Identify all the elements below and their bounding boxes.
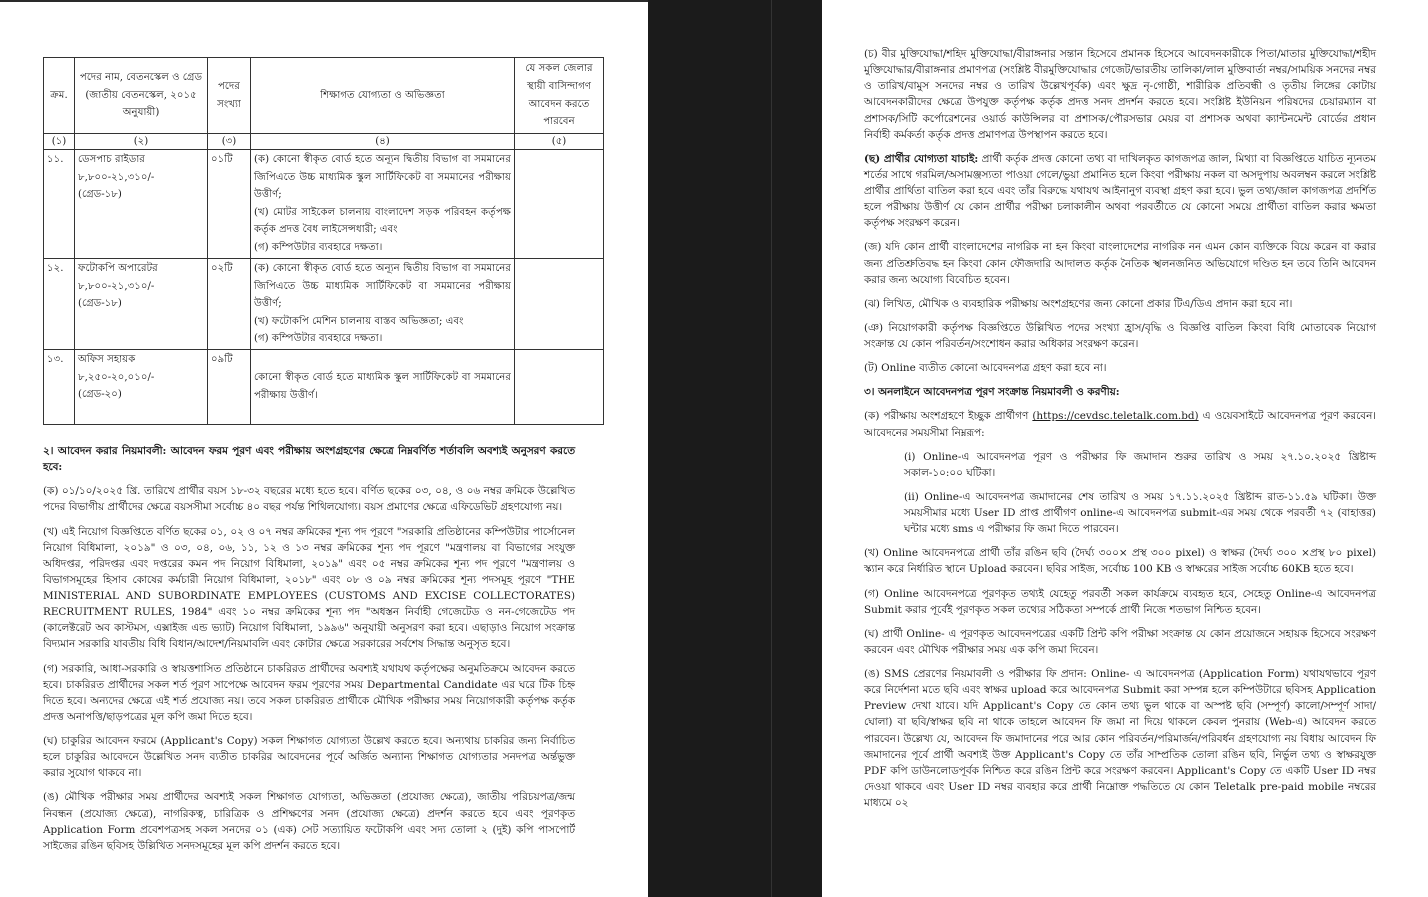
rule-text: এ ওয়েবসাইটে আবেদনপত্র পূরণ করবেন। আবেদনের সময়সীমা নিম্নরূপ: [864,410,1376,439]
rule-paragraph: (গ) Online আবেদনপত্রে পূরণকৃত তথ্যই যেহেতু পরবর্তী সকল কার্যক্রমে ব্যবহৃত হবে, সেহেতু Online-এ আবেদনপত্র Submit করার পূর্বেই পূরণকৃত সকল তথ্যের সঠিকতা সম্পর্কে প্রার্থী নিজে শতভাগ নিশ্চিত হবেন। [864,587,1376,616]
table-header-row [44,58,604,134]
row-district [515,259,604,350]
header-count: পদের সংখ্যা [208,58,251,134]
schedule-item: (i) Online-এ আবেদনপত্র পূরণ ও পরীক্ষার ফি জমাদান শুরুর তারিখ ও সময় ২৭.১০.২০২৫ খ্রিষ্টাব্দ সকাল-১০:০০ ঘটিকা। [904,450,1376,479]
table-row [44,150,604,259]
col-number: (১) [44,134,75,150]
header-serial: ক্রম. [44,58,75,134]
pay-scale: ৮,৮০০-২১,৩১০/- [78,280,155,292]
rule-paragraph: (ঘ) চাকুরির আবেদন ফরমে (Applicant's Copy) সকল শিক্ষাগত যোগ্যতা উল্লেখ করতে হবে। অন্যথায় চাকরির জন্য নির্বাচিত হলে চাকুরির আবেদনে উল্লেখিত সনদ ব্যতীত চাকরির আবেদনের পূর্বে অর্জিত অন্যান্য শিক্ষাগত যোগ্যতার সনদপত্র অর্ন্তভুক্ত করার সুযোগ থাকবে না। [43,735,575,780]
rule-paragraph: (ক) ০১/১০/২০২৫ খ্রি. তারিখে প্রার্থীর বয়স ১৮-৩২ বছরের মধ্যে হতে হবে। বর্ণিত ছকের ০৩, ০৪, ও ০৬ নম্বর ক্রমিকে উল্লেখিত পদের বিভাগীয় প্রার্থীদের ক্ষেত্রে বয়সসীমা সর্বোচ্চ ৪০ বছর পর্যন্ত শিথিলযোগ্য। বয়স প্রমাণের ক্ষেত্রে এফিডেভিট গ্রহণযোগ্য নয়। [43,485,575,514]
row-district [515,150,604,259]
col-number: (৩) [208,134,251,150]
rule-paragraph: (ঝ) লিখিত, মৌখিক ও ব্যবহারিক পরীক্ষায় অংশগ্রহণের জন্য কোনো প্রকার টিএ/ডিএ প্রদান করা হবে না। [864,297,1293,310]
row-serial: ১৩. [44,350,75,425]
viewer-divider [771,0,772,897]
grade: (গ্রেড-১৮) [78,189,122,201]
qualification-item: (ক) কোনো স্বীকৃত বোর্ড হতে অন্যূন দ্বিতীয় বিভাগ বা সমমানের জিপিএতে উচ্চ মাধ্যমিক সার্টিফিকেট বা সমমানের পরীক্ষায় উত্তীর্ণ; [254,263,511,310]
post-table [43,57,604,425]
right-page [822,0,1428,897]
table-row [44,259,604,350]
col-number: (৪) [251,134,515,150]
qualification-item: (খ) ফটোকপি মেশিন চালনায় বাস্তব অভিজ্ঞতা; এবং [254,315,464,327]
rule-text: (ক) পরীক্ষায় অংশগ্রহণে ইচ্ছুক প্রার্থীগণ [864,410,1033,423]
row-qualification [251,350,515,425]
qualification-item: (খ) মোটর সাইকেল চালনায় বাংলাদেশ সড়ক পরিবহন কর্তৃপক্ষ কর্তৃক প্রদত্ত বৈধ লাইসেন্সধারী; এবং [254,206,511,236]
rule-paragraph: (ঘ) প্রার্থী Online- এ পূরণকৃত আবেদনপত্রের একটি প্রিন্ট কপি পরীক্ষা সংক্রান্ত যে কোন প্রয়োজনে সহায়ক হিসেবে সংরক্ষণ করবেন এবং মৌখিক পরীক্ষার সময় এক কপি জমা দিবেন। [864,627,1376,656]
row-qualification [251,150,515,259]
header-district: যে সকল জেলার স্থায়ী বাসিন্দাগণ আবেদন করতে পারবেন [515,58,604,134]
rule-paragraph [864,151,1376,232]
online-application-section [864,46,1376,819]
row-serial: ১১. [44,150,75,259]
section-heading: ৩। অনলাইনে আবেদনপত্র পূরণ সংক্রান্ত নিয়মাবলী ও করণীয়: [864,386,1120,399]
rule-paragraph: (ঙ) SMS প্রেরণের নিয়মাবলী ও পরীক্ষার ফি প্রদান: Online- এ আবেদনপত্র (Application Form) যথাযথভাবে পূরণ করে নির্দেশনা মতে ছবি এবং স্বাক্ষর upload করে আবেদনপত্র Submit করা সম্পন্ন হলে কম্পিউটারে ছবিসহ Application Preview দেখা যাবে। যদি Applicant's Copy তে কোন তথ্য ভুল থাকে বা অস্পষ্ট ছবি (সম্পূর্ণ) কালো/সম্পূর্ণ সাদা/ঘোলা) বা ছবি/স্বাক্ষর ছবি না থাকে তাহলে আবেদন ফি জমা না দিয়ে থাকলে কেবল পুনরায় (Web-এ) আবেদন করতে পারবেন। উল্লেখ্য যে, আবেদন ফি জমাদানের পরে আর কোন পরিবর্তন/পরিমার্জন/পরিবর্ধন গ্রহণযোগ্য নয় বিধায় আবেদন ফি জমাদানের পূর্বে প্রার্থী অবশ্যই উক্ত Applicant's Copy তে তাঁর সাম্প্রতিক তোলা রঙিন ছবি, নির্ভুল তথ্য ও স্বাক্ষরযুক্ত PDF কপি ডাউনলোডপূর্বক নিশ্চিত করে রঙিন প্রিন্ট করে সংরক্ষণ করবেন। Applicant's Copy তে একটি User ID নম্বর দেওয়া থাকবে এবং User ID নম্বর ব্যবহার করে প্রার্থী নিম্নোক্ত পদ্ধতিতে যে কোন Teletalk pre-paid mobile নম্বরের মাধ্যমে ০২ [864,668,1376,809]
qualification-item: (গ) কম্পিউটার ব্যবহারে দক্ষতা। [254,333,383,345]
rule-paragraph: (খ) Online আবেদনপত্রে প্রার্থী তাঁর রঙিন ছবি (দৈর্ঘ্য ৩০০× প্রস্থ ৩০০ pixel) ও স্বাক্ষর (দৈর্ঘ্য ৩০০ ×প্রস্থ ৮০ pixel) স্ক্যান করে নির্ধারিত স্থানে Upload করবেন। ছবির সাইজ, সর্বোচ্চ 100 KB ও স্বাক্ষরের সাইজ সর্বোচ্চ 60KB হতে হবে। [864,547,1376,576]
row-district [515,350,604,425]
row-post [75,259,208,350]
rule-paragraph: (জ) যদি কোন প্রার্থী বাংলাদেশের নাগরিক না হন কিংবা বাংলাদেশের নাগরিক নন এমন কোন ব্যক্তিকে বিয়ে করেন বা করার জন্য প্রতিশ্রুতিবদ্ধ হন কিংবা কোন ফৌজদারি আদালত কর্তৃক নৈতিক স্খলনজনিত অভিযোগে দণ্ডিত হন তবে তিনি আবেদন করার জন্য অযোগ্য বিবেচিত হবেন। [864,241,1376,286]
row-post [75,150,208,259]
header-post: পদের নাম, বেতনস্কেল ও গ্রেড (জাতীয় বেতনস্কেল, ২০১৫ অনুযায়ী) [75,58,208,134]
post-name: অফিস সহায়ক [78,354,136,365]
table-row [44,350,604,425]
rule-paragraph [864,408,1376,440]
pay-scale: ৮,২৫০-২০,০১০/- [78,371,155,383]
post-name: ডেসপাচ রাইডার [78,154,145,165]
qualification-item: (ক) কোনো স্বীকৃত বোর্ড হতে অন্যূন দ্বিতীয় বিভাগ বা সমমানের জিপিএতে উচ্চ মাধ্যমিক স্কুল সার্টিফিকেট বা সমমানের পরীক্ষায় উত্তীর্ণ; [254,154,511,201]
col-number: (২) [75,134,208,150]
rule-text: প্রার্থী কর্তৃক প্রদত্ত কোনো তথ্য বা দাখিলকৃত কাগজপত্র জাল, মিথ্যা বা বিজ্ঞপ্তিতে যাচিত ন্যূনতম শর্তের সাথে গরমিল/অসামঞ্জস্যতা পাওয়া গেলে/ভুয়া প্রমানিত হলে কিংবা পরীক্ষায় নকল বা অসদুপায় অবলম্বন করলে সংশ্লিষ্ট প্রার্থীর প্রার্থিতা বাতিল করা হবে এবং তাঁর বিরুদ্ধে যথাযথ আইনানুগ ব্যবস্থা গ্রহণ করা হবে। ভুল তথ্য/জাল কাগজপত্র প্রদর্শিত হলে পরীক্ষায় উত্তীর্ণ যে কোন প্রার্থীর পরীক্ষা চলাকালীন অথবা পরবর্তীতে যে কোনো সময়ে প্রার্থীতা বাতিল করার ক্ষমতা কর্তৃপক্ষ সংরক্ষণ করেন। [864,152,1376,230]
grade: (গ্রেড-২০) [78,389,122,401]
rule-lead: (ছ) প্রার্থীর যোগ্যতা যাচাই: [864,152,979,165]
website-link[interactable]: (https://cevdsc.teletalk.com.bd) [1032,410,1199,423]
rule-paragraph: (চ) বীর মুক্তিযোদ্ধা/শহিদ মুক্তিযোদ্ধা/বীরাঙ্গনার সন্তান হিসেবে প্রমানক হিসেবে আবেদনকারীকে পিতা/মাতার মুক্তিযোদ্ধা/শহীদ মুক্তিযোদ্ধার/বীরাঙ্গনার প্রমাণপত্র (সংশ্লিষ্ট বীরমুক্তিযোদ্ধার গেজেট/ভারতীয় তালিকা/লাল মুক্তিবার্তা নম্বর/সাময়িক সনদের নম্বর ও তারিখ/বামুস সনদের নম্বর ও তারিখ উল্লেখপূর্বক) এবং ক্ষুদ্র নৃ-গোষ্ঠী, শারীরিক প্রতিবন্ধী ও তৃতীয় লিঙ্গের কোটায় আবেদনকারীদের ক্ষেত্রে উপযুক্ত কর্তৃপক্ষ কর্তৃক প্রদত্ত সনদ প্রদর্শন করতে হবে। সংশ্লিষ্ট ইউনিয়ন পরিষদের চেয়ারম্যান বা প্রশাসক/সিটি কর্পোরেশনের ওয়ার্ড কাউন্সিলর বা প্রশাসক/পৌরসভার মেয়র বা প্রশাসক অথবা ক্যান্টনমেন্ট বোর্ডের প্রধান নির্বাহী কর্মকর্তা কর্তৃক প্রদত্ত প্রমাণপত্র উপস্থাপন করতে হবে। [864,48,1376,141]
row-qualification [251,259,515,350]
left-page [0,0,648,897]
rule-paragraph: (ঙ) মৌখিক পরীক্ষার সময় প্রার্থীদের অবশ্যই সকল শিক্ষাগত যোগ্যতা, অভিজ্ঞতা (প্রযোজ্য ক্ষেত্রে), জাতীয় পরিচয়পত্র/জন্ম নিবন্ধন (প্রযোজ্য ক্ষেত্রে), নাগরিকত্ব, চারিত্রিক ও প্রশিক্ষণের সনদ (প্রযোজ্য ক্ষেত্রে) প্রদর্শন করতে হবে এবং পূরণকৃত Application Form প্রবেশপত্রসহ সকল সনদের ০১ (এক) সেট সত্যায়িত ফটোকপি এবং সদ্য তোলা ২ (দুই) কপি পাসপোর্ট সাইজের রঙিন ছবিসহ উল্লিখিত সনদসমূহের মূল কপি প্রদর্শন করতে হবে। [43,791,575,852]
row-count: ০২টি [208,259,251,350]
row-serial: ১২. [44,259,75,350]
schedule-item: (ii) Online-এ আবেদনপত্র জমাদানের শেষ তারিখ ও সময় ১৭.১১.২০২৫ খ্রিষ্টাব্দ রাত-১১.৫৯ ঘটিকা। উক্ত সময়সীমার মধ্যে User ID প্রাপ্ত প্রার্থীগণ online-এ আবেদনপত্র submit-এর সময় থেকে পরবর্তী ৭২ (বাহাত্তর) ঘন্টার মধ্যে sms এ পরীক্ষার ফি জমা দিতে পারবেন। [904,490,1376,536]
rule-paragraph: (ঞ) নিয়োগকারী কর্তৃপক্ষ বিজ্ঞপ্তিতে উল্লিখিত পদের সংখ্যা হ্রাস/বৃদ্ধি ও বিজ্ঞপ্তি বাতিল কিংবা বিধি মোতাবেক নিয়োগ সংক্রান্ত যে কোন পরিবর্তন/সংশোধন করার অধিকার সংরক্ষণ করেন। [864,321,1376,350]
row-count: ০৯টি [208,350,251,425]
col-number: (৫) [515,134,604,150]
post-name: ফটোকপি অপারেটর [78,263,158,274]
grade: (গ্রেড-১৮) [78,298,122,310]
row-post [75,350,208,425]
row-count: ০১টি [208,150,251,259]
qualification-item: (গ) কম্পিউটার ব্যবহারে দক্ষতা। [254,241,383,253]
header-qualification: শিক্ষাগত যোগ্যতা ও অভিজ্ঞতা [251,58,515,134]
application-rules-section [43,443,575,862]
section-heading: ২। আবেদন করার নিয়মাবলী: আবেদন ফরম পূরণ এবং পরীক্ষায় অংশগ্রহণের ক্ষেত্রে নিম্নবর্ণিত শর্তাবলি অবশ্যই অনুসরণ করতে হবে: [43,445,575,474]
qualification-item: কোনো স্বীকৃত বোর্ড হতে মাধ্যমিক স্কুল সার্টিফিকেট বা সমমানের পরীক্ষায় উত্তীর্ণ। [254,372,511,401]
rule-paragraph: (ট) Online ব্যতীত কোনো আবেদনপত্র গ্রহণ করা হবে না। [864,362,1107,375]
pay-scale: ৮,৮০০-২১,৩১০/- [78,171,155,183]
column-number-row [44,134,604,150]
rule-paragraph: (খ) এই নিয়োগ বিজ্ঞপ্তিতে বর্ণিত ছকের ০১, ০২ ও ০৭ নম্বর ক্রমিকের শূন্য পদ পূরণে "সরকারি প্রতিষ্ঠানের কম্পিউটার পার্সোনেল নিয়োগ বিধিমালা, ২০১৯" ও ০৩, ০৪, ০৬, ১১, ১২ ও ১৩ নম্বর ক্রমিকের শূন্য পদ পূরণে "মন্ত্রণালয় বা বিভাগের সংযুক্ত অধিদপ্তর, পরিদপ্তর এবং দপ্তরের কমন পদ নিয়োগ বিধিমালা, ২০১৯" এবং ০৫ নম্বর ক্রমিকের শূন্য পদ পূরণে "মন্ত্রণালয় ও বিভাগসমূহের হিসাব কোষের কর্মচারী নিয়োগ বিধিমালা, ২০১৮" এবং ০৮ ও ০৯ নম্বর ক্রমিকের শূন্য পদসমূহ পূরণে "THE MINISTERIAL AND SUBORDINATE EMPLOYEES (CUSTOMS AND EXCISE COLLECTORATES) RECRUITMENT RULES, 1984" এবং ১০ নম্বর ক্রমিকের শূন্য পদ "অধস্তন নির্বাহী গেজেটেড ও নন-গেজেটেড পদ (কালেক্টরেট অব কাস্টমস, এক্সাইজ এন্ড ভ্যাট) নিয়োগ বিধিমালা, ১৯৯৬" অনুযায়ী অনুসরণ করা হবে। এছাড়াও নিয়োগ সংক্রান্ত বিদ্যমান সরকারি যাবতীয় বিধি বিধান/আদেশ/নিয়মাবলি এবং কোটার ক্ষেত্রে সরকারের সর্বশেষ সিদ্ধান্ত অনুসৃত হবে। [43,525,575,651]
rule-paragraph: (গ) সরকারি, আধা-সরকারি ও স্বায়ত্তশাসিত প্রতিষ্ঠানে চাকরিরত প্রার্থীদের অবশ্যই যথাযথ কর্তৃপক্ষের অনুমতিক্রমে আবেদন করতে হবে। চাকরিরত প্রার্থীদের সকল শর্ত পূরণ সাপেক্ষে আবেদন ফরম পূরণের সময় Departmental Candidate এর ঘরে টিক চিহ্ন দিতে হবে। অন্যদের ক্ষেত্রে এই শর্ত প্রযোজ্য নয়। তবে সকল চাকরিরত প্রার্থীকে মৌখিক পরীক্ষার সময় নিয়োগকারী কর্তৃপক্ষ কর্তৃক প্রদত্ত অনাপত্তি/ছাড়পত্রের মূল কপি জমা দিতে হবে। [43,662,575,723]
